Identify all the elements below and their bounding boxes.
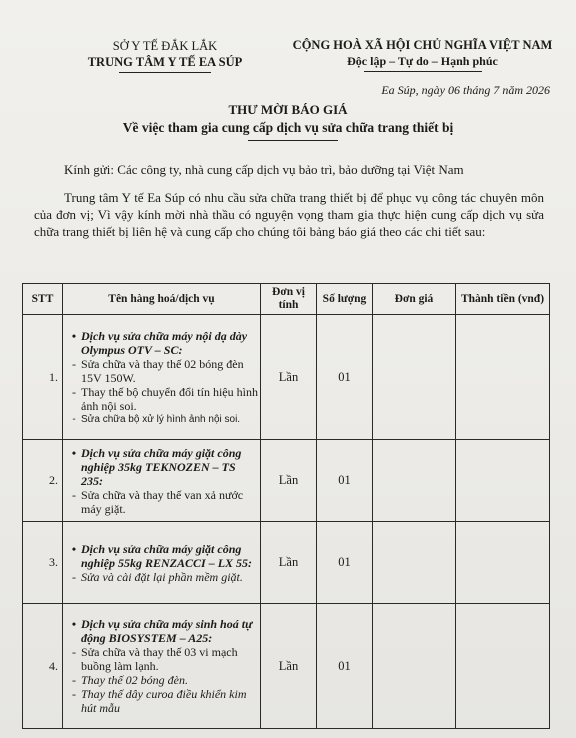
item-task: - Thay thế 02 bóng đèn. <box>72 673 188 687</box>
item-title: • Dịch vụ sửa chữa máy giặt công nghiệp 55kg RENZACCI – LX 55: <box>67 542 258 570</box>
row-price <box>373 522 456 604</box>
row-qty: 01 <box>317 440 373 522</box>
national-motto-block <box>280 37 565 72</box>
bullet-icon: • <box>71 617 77 631</box>
bullet-icon: • <box>71 541 77 556</box>
row-stt: 1. <box>23 315 63 440</box>
header-price: Đơn giá <box>373 284 456 315</box>
subtitle-underline <box>248 140 338 141</box>
row-total <box>456 315 550 440</box>
header-name: Tên hàng hoá/dịch vụ <box>63 284 261 315</box>
row-qty: 01 <box>317 604 373 729</box>
intro-paragraph: Trung tâm Y tế Ea Súp có nhu cầu sửa chữa trang thiết bị để phục vụ công tác chuyên môn của đơn vị; Vì vậy kính mời nhà thầu có nguyện vọng tham gia thực hiện cung cấp dịch vụ sửa chữa trang thiết bị liên hệ và cung cấp cho chúng tôi bảng báo giá theo các chi tiết sau: <box>34 190 544 239</box>
row-description <box>63 604 261 729</box>
row-unit: Lần <box>261 604 317 729</box>
table-row <box>23 440 550 522</box>
row-stt: 4. <box>23 604 63 729</box>
table-row <box>23 604 550 729</box>
item-title: • Dịch vụ sửa chữa máy nội dạ dày Olympus OTV – SC: <box>67 329 258 357</box>
row-unit: Lần <box>261 315 317 440</box>
item-task: - Thay thế bộ chuyển đổi tín hiệu hình ảnh nội soi. <box>72 384 258 413</box>
item-task: - Sửa chữa và thay thế 03 vi mạch buồng làm lạnh. <box>72 645 238 673</box>
row-stt: 3. <box>23 522 63 604</box>
table-row <box>23 522 550 604</box>
header-stt: STT <box>23 284 63 315</box>
row-price <box>373 604 456 729</box>
row-total <box>456 522 550 604</box>
item-task: - Sửa chữa và thay thế 02 bóng đèn 15V 150W. <box>72 356 244 385</box>
motto: Độc lập – Tự do – Hạnh phúc <box>347 54 498 68</box>
country-name: CỘNG HOÀ XÃ HỘI CHỦ NGHĨA VIỆT NAM <box>292 38 553 52</box>
row-unit: Lần <box>261 440 317 522</box>
table-header-row <box>23 284 550 315</box>
item-task: - Sửa chữa và thay thế van xả nước máy giặt. <box>72 487 244 516</box>
row-description <box>63 315 261 440</box>
motto-underline <box>364 71 482 72</box>
issuer-center: TRUNG TÂM Y TẾ EA SÚP <box>87 55 243 69</box>
row-total <box>456 604 550 729</box>
item-title: • Dịch vụ sửa chữa máy sinh hoá tự động BIOSYSTEM – A25: <box>67 617 258 645</box>
row-description <box>63 522 261 604</box>
item-task: - Sửa chữa bộ xử lý hình ảnh nội soi. <box>72 413 241 425</box>
bullet-icon: • <box>71 445 77 460</box>
item-task: - Thay thế dây curoa điều khiển kim hút mẫu <box>72 687 247 715</box>
item-task: - Sửa và cài đặt lại phần mềm giặt. <box>72 569 243 584</box>
row-total <box>456 440 550 522</box>
greeting: Kính gửi: Các công ty, nhà cung cấp dịch vụ bảo trì, bảo dưỡng tại Việt Nam <box>64 162 464 177</box>
table-row <box>23 315 550 440</box>
header-unit: Đơn vị tính <box>261 284 317 315</box>
document-title: THƯ MỜI BÁO GIÁ <box>228 102 348 117</box>
service-table <box>22 283 550 729</box>
row-qty: 01 <box>317 522 373 604</box>
row-stt: 2. <box>23 440 63 522</box>
bullet-icon: • <box>71 328 77 343</box>
row-description <box>63 440 261 522</box>
header-total: Thành tiền (vnđ) <box>456 284 550 315</box>
row-price <box>373 440 456 522</box>
issuer-department: SỞ Y TẾ ĐẮK LẮK <box>112 39 218 53</box>
document-subtitle: Về việc tham gia cung cấp dịch vụ sửa chữa trang thiết bị <box>122 120 454 135</box>
issuer-underline <box>119 72 211 73</box>
item-title: • Dịch vụ sửa chữa máy giặt công nghiệp 35kg TEKNOZEN – TS 235: <box>67 446 258 488</box>
issuer-block <box>70 38 260 73</box>
document-date: Ea Súp, ngày 06 tháng 7 năm 2026 <box>381 83 550 97</box>
row-price <box>373 315 456 440</box>
row-unit: Lần <box>261 522 317 604</box>
header-qty: Số lượng <box>317 284 373 315</box>
row-qty: 01 <box>317 315 373 440</box>
